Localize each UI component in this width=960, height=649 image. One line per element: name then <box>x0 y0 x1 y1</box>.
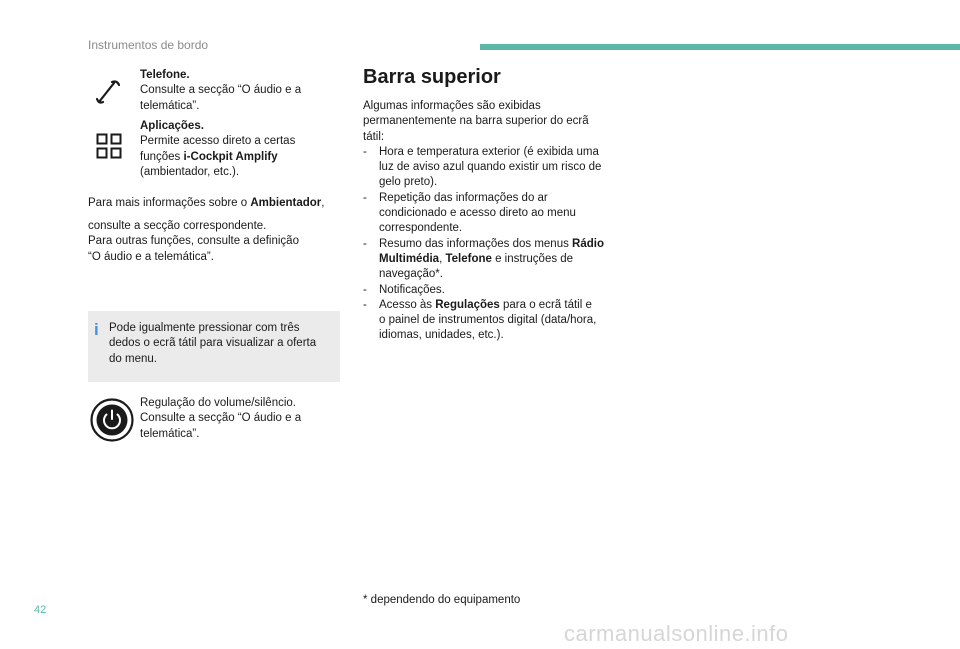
bullet3-l1-bold: Rádio <box>572 237 604 250</box>
apps-grid-icon <box>96 133 122 159</box>
info-line3: do menu. <box>109 352 157 365</box>
aplicacoes-line2-bold: i-Cockpit Amplify <box>183 150 278 163</box>
bullet-dash: - <box>363 283 367 296</box>
consulte-line1: consulte a secção correspondente. <box>88 220 267 232</box>
bullet-item <box>363 237 623 283</box>
consulte-line2: Para outras funções, consulte a definição <box>88 235 299 248</box>
bullet2-line1: Repetição das informações do ar <box>379 191 548 204</box>
aplicacoes-line2-pre: funções <box>140 150 184 163</box>
bullet1-line3: gelo preto). <box>379 176 438 189</box>
telefone-line1: Consulte a secção “O áudio e a <box>140 84 302 97</box>
bullet-dash: - <box>363 191 367 204</box>
info-text <box>109 321 335 367</box>
section-header: Instrumentos de bordo <box>88 38 209 52</box>
intro-line2: permanentemente na barra superior do ecrã <box>363 115 589 128</box>
watermark: carmanualsonline.info <box>564 621 789 646</box>
aplicacoes-description <box>140 119 340 180</box>
aplicacoes-line1: Permite acesso direto a certas <box>140 135 296 148</box>
ambientador-pre: Para mais informações sobre o <box>88 197 251 209</box>
section-title: Barra superior <box>363 66 501 88</box>
bullet2-line2: condicionado e acesso direto ao menu <box>379 207 576 220</box>
phone-icon <box>94 78 122 106</box>
info-icon: i <box>94 320 99 339</box>
bullet3-l2-bold2: Telefone <box>445 252 492 265</box>
bullet2-line3: correspondente. <box>379 222 463 235</box>
footnote: * dependendo do equipamento <box>363 594 521 606</box>
ambientador-bold: Ambientador <box>250 197 322 209</box>
bullet5-l1-post: para o ecrã tátil e <box>499 298 592 311</box>
bullet-item <box>363 191 623 237</box>
bullet5-l1-pre: Acesso às <box>379 298 436 311</box>
bullet3-l1-pre: Resumo das informações dos menus <box>379 237 573 250</box>
bullet3-l3: navegação*. <box>379 268 443 281</box>
bullet-item <box>363 145 623 191</box>
consulte-line3: “O áudio e a telemática”. <box>88 250 214 263</box>
bullet4-line: Notificações. <box>379 283 445 296</box>
bullet-item <box>363 298 623 344</box>
bullet3-l2-mid: , <box>439 252 446 265</box>
intro-line3: tátil: <box>363 130 385 143</box>
aplicacoes-title: Aplicações. <box>140 120 204 132</box>
bullet5-l2: o painel de instrumentos digital (data/hora, <box>379 314 597 327</box>
consulte-paragraph <box>88 219 348 265</box>
volume-line1: Regulação do volume/silêncio. <box>140 397 296 409</box>
bullet-dash: - <box>363 237 367 250</box>
volume-line2: Consulte a secção “O áudio e a <box>140 412 302 425</box>
info-line2: dedos o ecrã tátil para visualizar a oferta <box>109 337 317 350</box>
bullet-dash: - <box>363 298 367 311</box>
info-line1: Pode igualmente pressionar com três <box>109 322 300 334</box>
header-accent-bar <box>480 44 960 50</box>
bullet3-l2-bold1: Multimédia <box>379 252 440 265</box>
telefone-title: Telefone. <box>140 69 190 81</box>
ambientador-post: , <box>321 197 325 209</box>
bullet-dash: - <box>363 145 367 158</box>
volume-line3: telemática”. <box>140 427 200 440</box>
power-volume-knob-icon <box>90 398 134 442</box>
bullet1-line2: luz de aviso azul quando existir um risco de <box>379 161 602 174</box>
aplicacoes-line3: (ambientador, etc.). <box>140 165 240 178</box>
bullet5-l1-bold: Regulações <box>435 298 500 311</box>
right-body <box>363 99 623 344</box>
bullet5-l3: idiomas, unidades, etc.). <box>379 329 504 342</box>
bullet3-l2-post: e instruções de <box>491 252 574 265</box>
telefone-line2: telemática”. <box>140 99 200 112</box>
intro-line1: Algumas informações são exibidas <box>363 100 541 112</box>
ambientador-paragraph <box>88 196 348 211</box>
volume-description <box>140 396 340 442</box>
telefone-description <box>140 68 340 114</box>
bullet-item <box>363 283 623 298</box>
page-number: 42 <box>34 604 47 616</box>
bullet1-line1: Hora e temperatura exterior (é exibida uma <box>379 145 599 158</box>
